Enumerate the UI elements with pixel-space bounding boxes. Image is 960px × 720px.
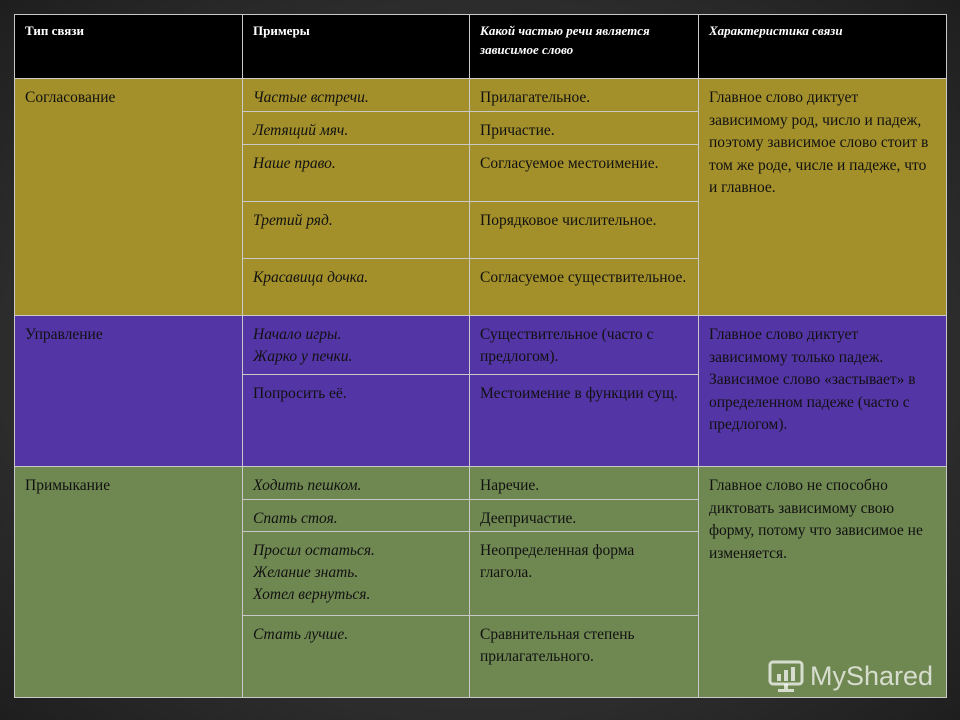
header-examples: Примеры — [243, 15, 470, 79]
part-of-speech-cell: Порядковое числительное. — [470, 202, 699, 259]
example-line: Красавица дочка. — [253, 269, 369, 286]
presentation-chart-icon — [768, 659, 804, 693]
example-line: Хотел вернуться. — [253, 586, 371, 603]
header-link-type: Тип связи — [15, 15, 243, 79]
example-line: Наше право. — [253, 155, 336, 172]
link-type-soglasovanie: Согласование — [15, 79, 243, 316]
part-of-speech-cell: Местоимение в функции сущ. — [470, 375, 699, 467]
part-of-speech-cell: Деепричастие. — [470, 500, 699, 532]
example-cell — [243, 79, 470, 112]
example-line: Частые встречи. — [253, 89, 369, 106]
table-header-row — [15, 15, 947, 79]
part-of-speech-cell: Сравнительная степень прилагательного. — [470, 616, 699, 698]
part-of-speech-cell: Неопределенная форма глагола. — [470, 532, 699, 616]
example-line: Стать лучше. — [253, 626, 349, 643]
example-line: Попросить её. — [253, 385, 347, 402]
example-line: Третий ряд. — [253, 212, 333, 229]
part-of-speech-cell: Согласуемое местоимение. — [470, 145, 699, 202]
example-cell — [243, 202, 470, 259]
part-of-speech-cell: Согласуемое существительное. — [470, 259, 699, 316]
example-cell — [243, 532, 470, 616]
example-line: Просил остаться. — [253, 542, 375, 559]
description-upravlenie: Главное слово диктует зависимому только падеж. Зависимое слово «застывает» в определенном падеже (часто с предлогом). — [699, 316, 947, 467]
example-line: Жарко у печки. — [253, 348, 353, 365]
part-of-speech-cell: Наречие. — [470, 467, 699, 500]
example-cell — [243, 259, 470, 316]
description-soglasovanie: Главное слово диктует зависимому род, число и падеж, поэтому зависимое слово стоит в том же роде, числе и падеже, что и главное. — [699, 79, 947, 316]
example-cell — [243, 145, 470, 202]
example-cell — [243, 316, 470, 375]
part-of-speech-cell: Причастие. — [470, 112, 699, 145]
example-line: Желание знать. — [253, 564, 359, 581]
header-characteristic: Характеристика связи — [699, 15, 947, 79]
watermark-text: MyShared — [810, 660, 934, 691]
example-cell — [243, 375, 470, 467]
header-part-of-speech: Какой частью речи является зависимое слово — [470, 15, 699, 79]
table-row — [15, 79, 947, 112]
syntax-links-table — [14, 14, 947, 698]
example-cell — [243, 616, 470, 698]
link-type-upravlenie: Управление — [15, 316, 243, 467]
example-cell — [243, 112, 470, 145]
example-line: Начало игры. — [253, 326, 342, 343]
example-line: Спать стоя. — [253, 510, 338, 527]
example-cell — [243, 500, 470, 532]
table-row — [15, 467, 947, 500]
description-primykanie: Главное слово не способно диктовать зависимому свою форму, потому что зависимое не изменяется. — [699, 467, 947, 698]
link-type-primykanie: Примыкание — [15, 467, 243, 698]
table-row — [15, 316, 947, 375]
part-of-speech-cell: Существительное (часто с предлогом). — [470, 316, 699, 375]
example-cell — [243, 467, 470, 500]
example-line: Ходить пешком. — [253, 477, 362, 494]
example-line: Летящий мяч. — [253, 122, 349, 139]
myshared-watermark — [768, 654, 940, 698]
part-of-speech-cell: Прилагательное. — [470, 79, 699, 112]
